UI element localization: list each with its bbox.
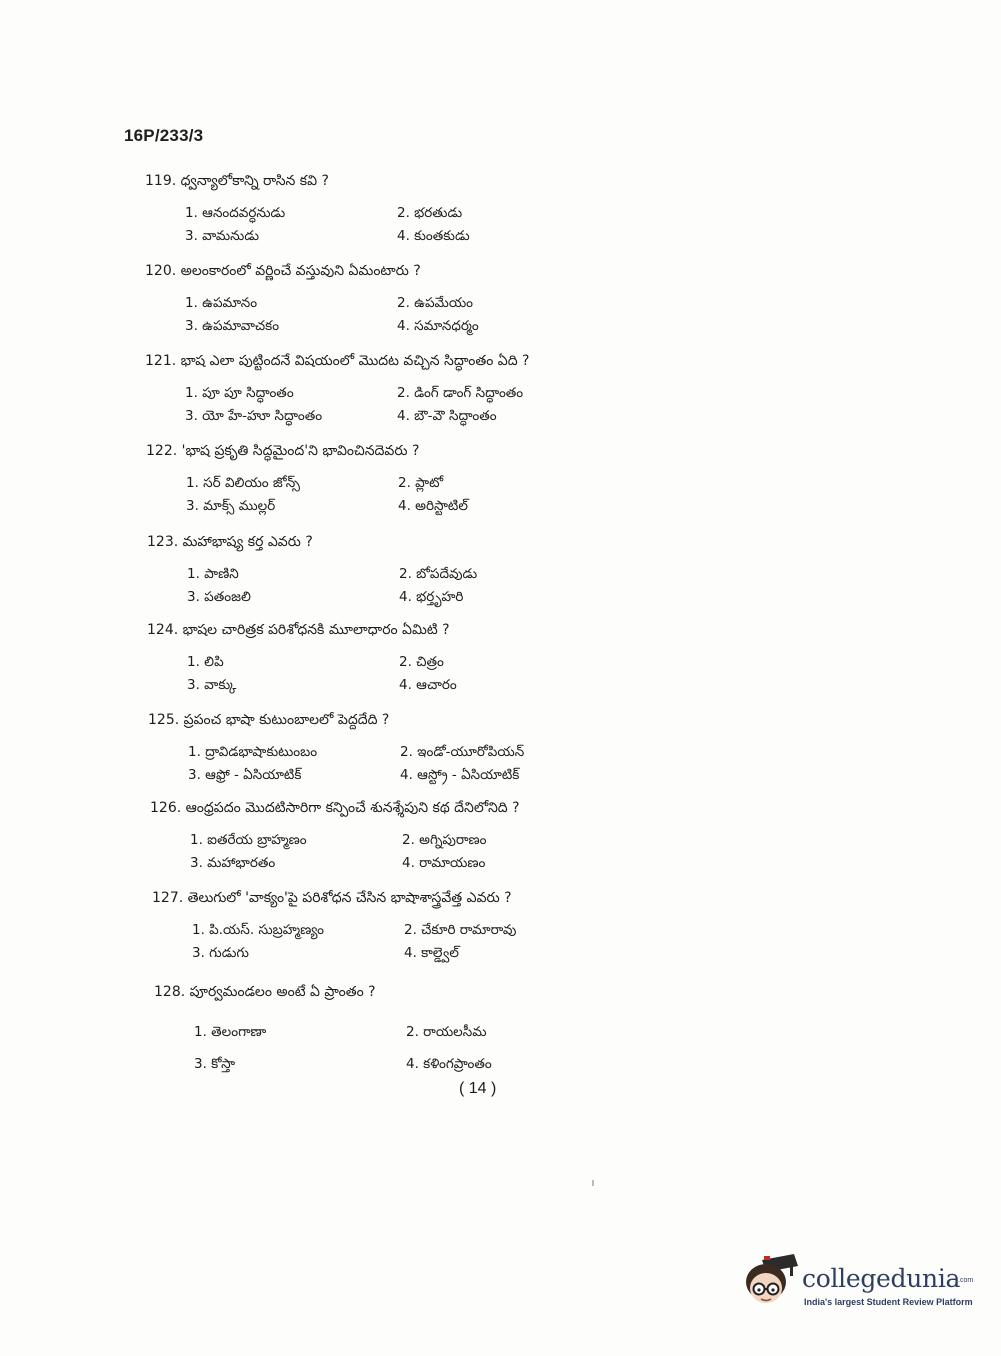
question-options [190,831,710,872]
option-3: 3. యో హే-హూ సిద్ధాంతం [185,408,323,424]
option-4: 4. కాల్డ్వెల్ [404,945,459,961]
question-options [185,384,705,425]
option-1: 1. లిపి [187,654,224,670]
option-3: 3. ఆఫ్రో - ఏసియాటిక్ [188,767,302,783]
question-options [185,294,705,335]
question-123 [147,533,707,606]
option-2: 2. ఇండో-యూరోపియన్ [400,744,525,760]
option-1: 1. పి.యస్. సుబ్రహ్మణ్యం [192,922,325,938]
option-3: 3. మాక్స్ ముల్లర్ [186,498,276,514]
question-119 [145,172,705,245]
option-2: 2. చేకూరి రామారావు [404,922,517,938]
question-text: 119. ధ్వన్యాలోకాన్ని రాసిన కవి ? [145,173,329,189]
option-2: 2. ఉపమేయం [397,295,474,311]
question-128 [154,983,714,1073]
option-1: 1. ఐతరేయ బ్రాహ్మణం [190,832,307,848]
option-4: 4. భర్తృహరి [399,589,464,605]
option-4: 4. అరిస్టాటిల్ [398,498,468,514]
question-text: 122. 'భాష ప్రకృతి సిద్ధమైంద'ని భావించినదెవరు ? [146,443,420,459]
option-2: 2. ప్లాటో [398,475,444,491]
option-2: 2. అగ్నిపురాణం [402,832,487,848]
question-126 [150,799,710,872]
question-text: 123. మహాభాష్య కర్త ఎవరు ? [147,534,313,550]
question-124 [147,621,707,694]
question-text: 128. పూర్వమండలం అంటే ఏ ప్రాంతం ? [154,984,376,1000]
option-3: 3. వామనుడు [185,228,259,244]
student-mascot-icon [742,1252,800,1312]
option-1: 1. పూ పూ సిద్ధాంతం [185,385,294,401]
page-number: ( 14 ) [459,1080,497,1097]
question-text: 124. భాషల చారిత్రక పరిశోధనకి మూలాధారం ఏమిటి ? [147,622,450,638]
option-4: 4. సమానధర్మం [397,318,479,334]
option-4: 4. కుంతకుడు [397,228,470,244]
question-options [192,921,712,962]
option-1: 1. సర్ విలియం జోన్స్ [186,475,301,491]
question-text: 125. ప్రపంచ భాషా కుటుంబాలలో పెద్దదేది ? [148,712,390,728]
question-options [185,204,705,245]
question-text: 127. తెలుగులో 'వాక్యం'పై పరిశోధన చేసిన భాషాశాస్త్రవేత్త ఎవరు ? [152,890,512,906]
option-4: 4. ఆచారం [399,677,457,693]
option-4: 4. బౌ-వౌ సిద్ధాంతం [397,408,497,424]
option-3: 3. వాక్కు [187,677,237,693]
question-options [188,743,708,784]
question-text: 121. భాష ఎలా పుట్టిందనే విషయంలో మొదట వచ్చిన సిద్ధాంతం ఏది ? [145,353,530,369]
option-2: 2. రాయలసీమ [406,1024,487,1040]
option-2: 2. భరతుడు [397,205,463,221]
question-125 [148,711,708,784]
option-1: 1. పాణిని [187,566,239,582]
question-120 [145,262,705,335]
question-text: 120. అలంకారంలో వర్ణించే వస్తువుని ఏమంటారు ? [145,263,421,279]
option-4: 4. ఆస్ట్రో - ఏసియాటిక్ [400,767,520,783]
option-1: 1. ద్రావిడభాషాకుటుంబం [188,744,318,760]
brand-suffix: .com [958,1277,974,1284]
option-1: 1. ఆనందవర్ధనుడు [185,205,286,221]
stray-mark [592,1180,594,1186]
option-2: 2. డింగ్ డాంగ్ సిద్ధాంతం [397,385,524,401]
question-text: 126. ఆంధ్రపదం మొదటిసారిగా కన్పించే శునశ్శేపుని కథ దేనిలోనిది ? [150,800,520,816]
option-3: 3. కోస్తా [194,1056,235,1072]
option-4: 4. రామాయణం [402,855,486,871]
option-2: 2. బోపదేవుడు [399,566,478,582]
question-121 [145,352,705,425]
question-options [186,474,706,515]
option-3: 3. గుడుగు [192,945,249,961]
collegedunia-watermark [742,1250,982,1320]
question-122 [146,442,706,515]
option-4: 4. కళింగప్రాంతం [406,1056,492,1072]
option-2: 2. చిత్రం [399,654,444,670]
option-3: 3. ఉపమావాచకం [185,318,280,334]
option-1: 1. తెలంగాణా [194,1024,267,1040]
option-1: 1. ఉపమానం [185,295,258,311]
question-options [187,653,707,694]
option-3: 3. మహాభారతం [190,855,276,871]
brand-name: collegedunia [802,1264,961,1293]
question-options [194,1023,714,1073]
paper-code: 16P/233/3 [124,126,204,145]
brand-tagline: India's largest Student Review Platform [804,1297,973,1307]
question-options [187,565,707,606]
option-3: 3. పతంజలి [187,589,251,605]
question-127 [152,889,712,962]
